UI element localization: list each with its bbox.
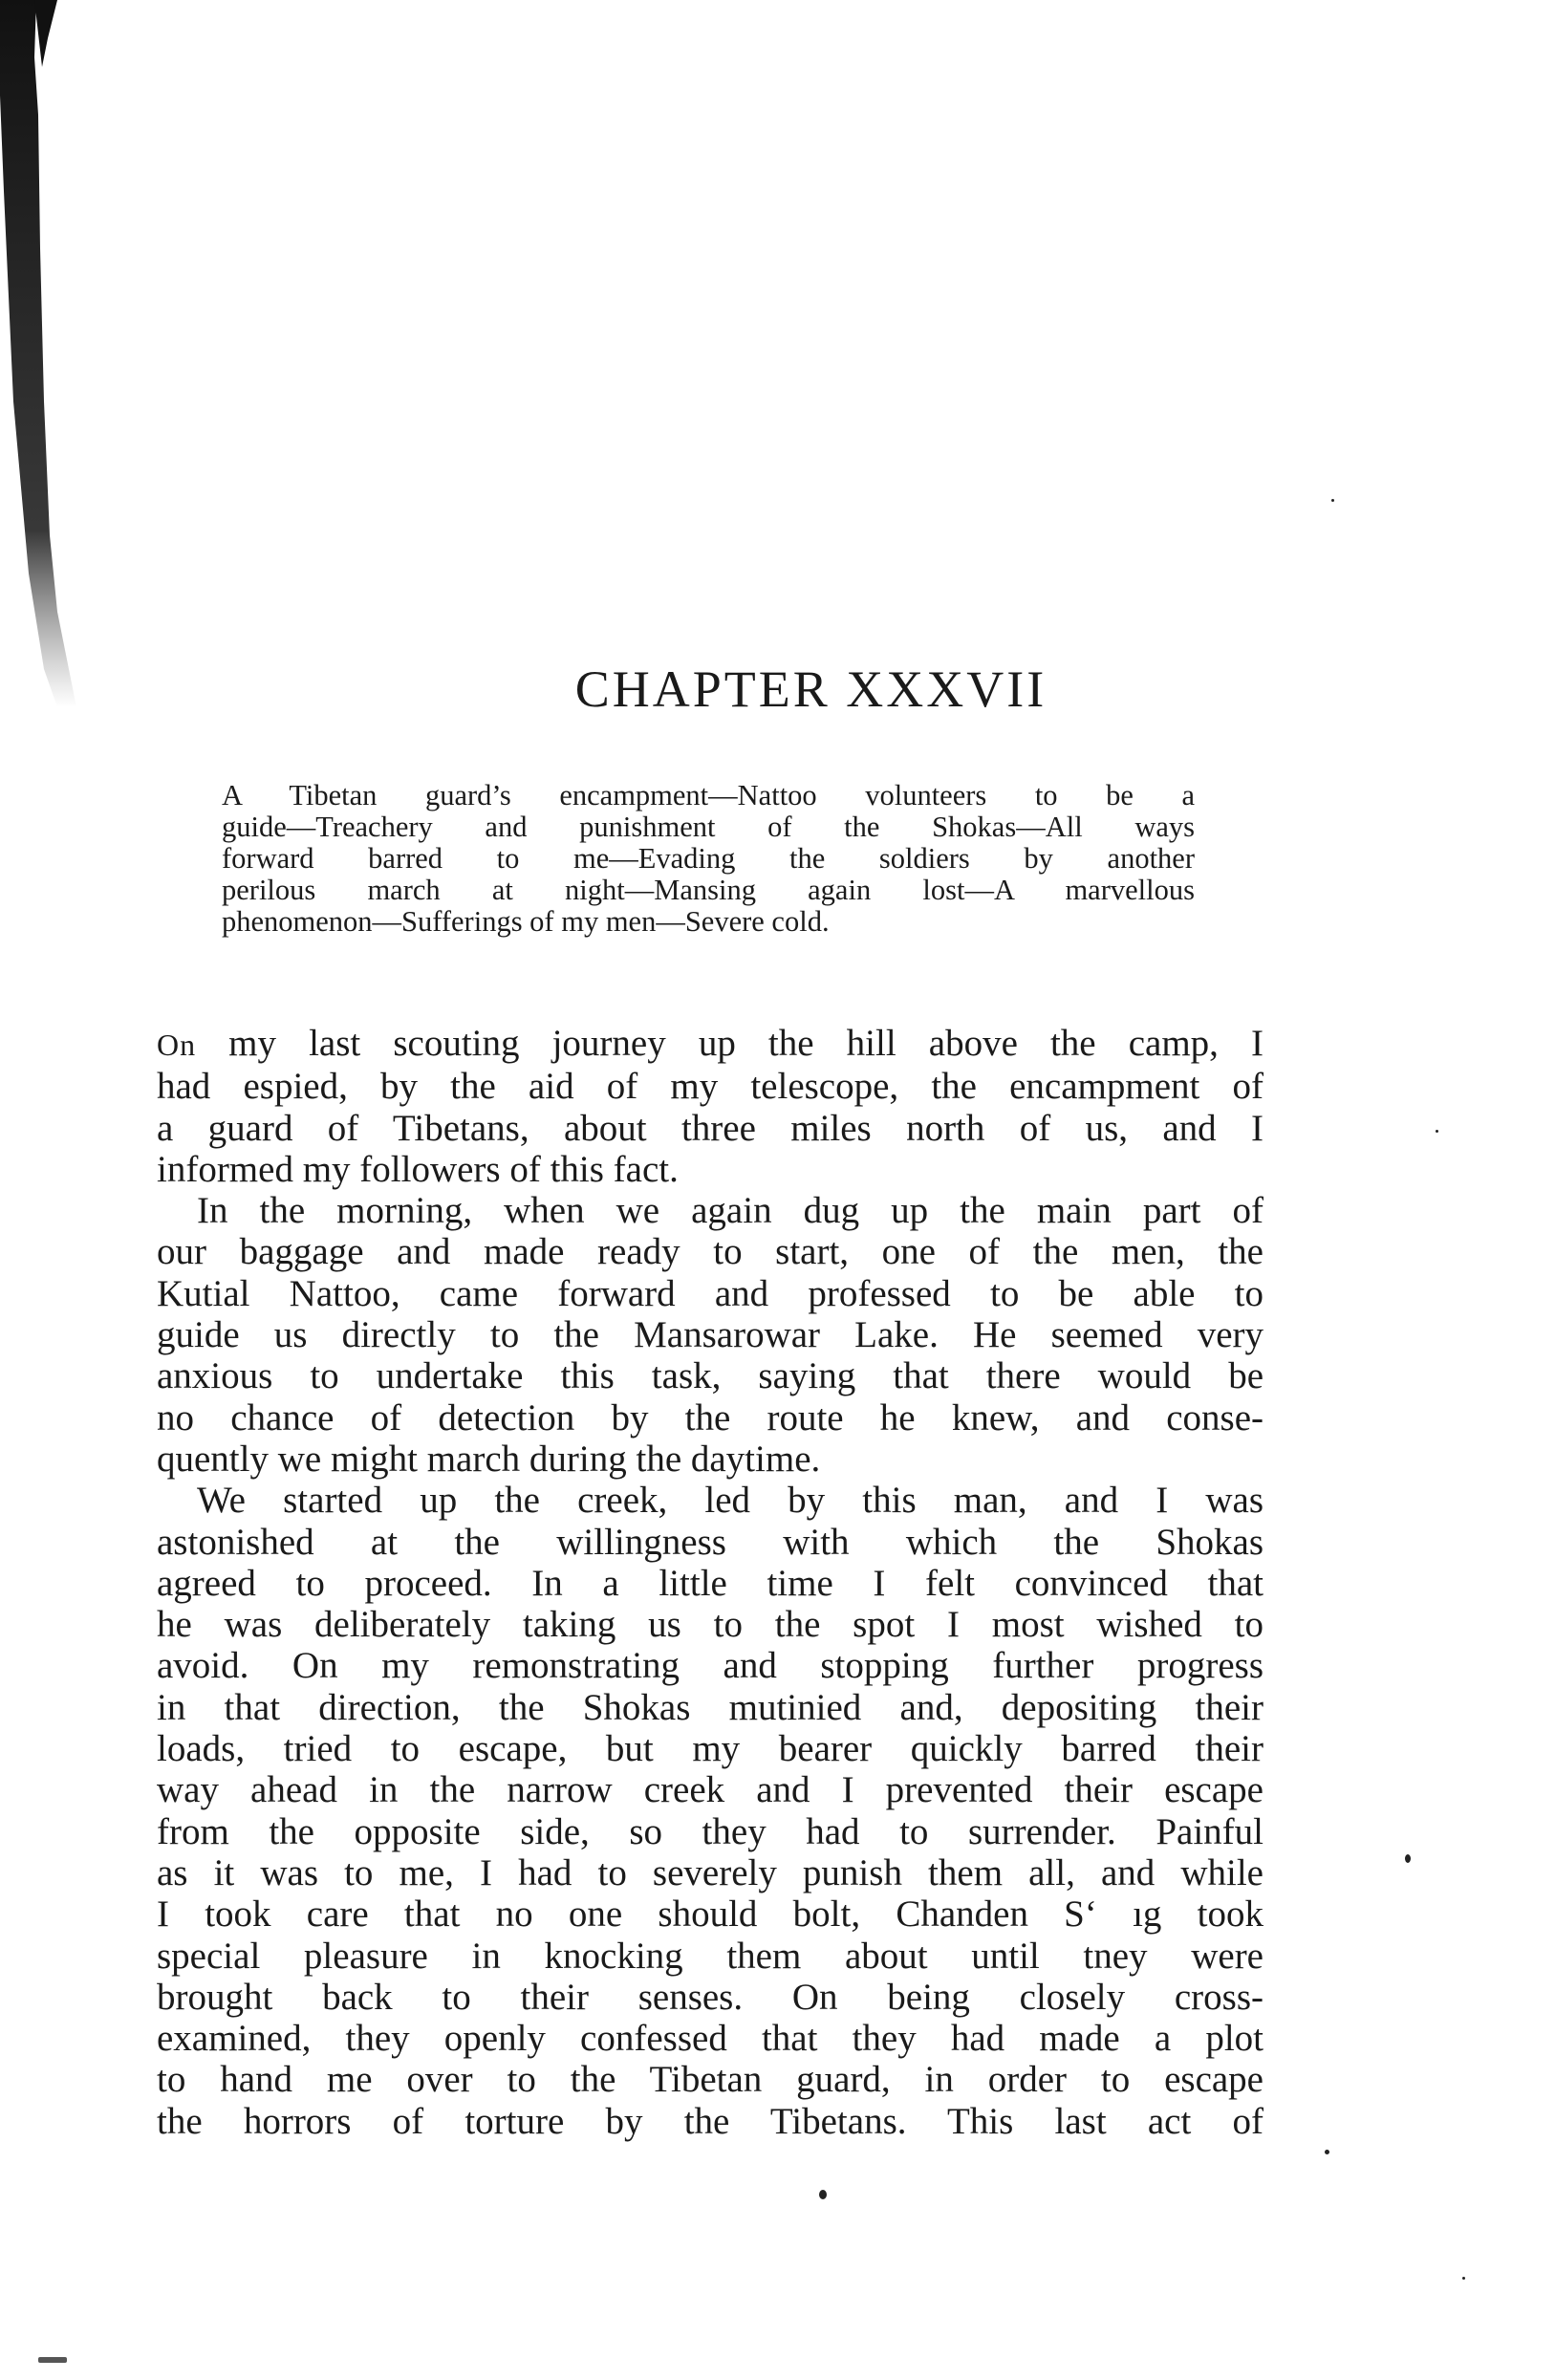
paragraph-line: In the morning, when we again dug up the main part of xyxy=(197,1190,1263,1232)
paragraph-line: informed my followers of this fact. xyxy=(157,1148,679,1190)
paragraph xyxy=(157,1480,1263,2142)
paragraph-line: guide us directly to the Mansarowar Lake. He seemed very xyxy=(157,1314,1263,1356)
synopsis-line: perilous march at night—Mansing again lost—A marvellous xyxy=(222,874,1195,906)
paragraph-line: Kutial Nattoo, came forward and professed to be able to xyxy=(157,1272,1263,1314)
paragraph-line: had espied, by the aid of my telescope, the encampment of xyxy=(157,1066,1263,1108)
paragraph-line: astonished at the willingness with which the Shokas xyxy=(157,1521,1263,1563)
paragraph-line: avoid. On my remonstrating and stopping further progress xyxy=(157,1645,1263,1687)
paragraph-line: he was deliberately taking us to the spot I most wished to xyxy=(157,1604,1263,1646)
scan-speck xyxy=(1325,2150,1329,2154)
chapter-synopsis xyxy=(222,780,1195,938)
paragraph-line: the horrors of torture by the Tibetans. This last act of xyxy=(157,2100,1263,2142)
paragraph-line xyxy=(157,1023,1263,1066)
scan-speck xyxy=(1331,499,1334,502)
synopsis-line: guide—Treachery and punishment of the Shokas—All ways xyxy=(222,811,1195,843)
paragraph-line: a guard of Tibetans, about three miles north of us, and I xyxy=(157,1107,1263,1149)
paragraph-line: special pleasure in knocking them about until tney were xyxy=(157,1935,1263,1977)
binding-shadow-decoration xyxy=(0,0,105,726)
first-line-text: my last scouting journey up the hill above the camp, I xyxy=(196,1023,1263,1064)
paragraph xyxy=(157,1190,1263,1480)
paragraph-line: examined, they openly confessed that they had made a plot xyxy=(157,2018,1263,2060)
synopsis-line: phenomenon—Sufferings of my men—Severe cold. xyxy=(222,905,830,938)
paragraph-line: We started up the creek, led by this man, and I was xyxy=(197,1480,1263,1522)
paragraph-line: loads, tried to escape, but my bearer quickly barred their xyxy=(157,1728,1263,1770)
chapter-title: CHAPTER XXXVII xyxy=(574,660,1047,718)
paragraph-line: no chance of detection by the route he knew, and conse- xyxy=(157,1396,1263,1439)
paragraph-line: as it was to me, I had to severely punish them all, and while xyxy=(157,1851,1263,1893)
paragraph-line: in that direction, the Shokas mutinied and, depositing their xyxy=(157,1686,1263,1728)
synopsis-line: forward barred to me—Evading the soldiers by another xyxy=(222,842,1195,875)
paragraph-line: to hand me over to the Tibetan guard, in order to escape xyxy=(157,2059,1263,2101)
paragraph-line: way ahead in the narrow creek and I prevented their escape xyxy=(157,1769,1263,1811)
paragraph-line: anxious to undertake this task, saying that there would be xyxy=(157,1355,1263,1397)
synopsis-line: A Tibetan guard’s encampment—Nattoo volunteers to be a xyxy=(222,779,1195,811)
scan-speck xyxy=(1436,1130,1438,1133)
paragraph-line: our baggage and made ready to start, one of the men, the xyxy=(157,1231,1263,1273)
scan-speck xyxy=(1462,2277,1465,2280)
opening-smallcaps: On xyxy=(157,1028,197,1062)
paragraph xyxy=(157,1023,1263,1190)
paragraph-line: quently we might march during the daytime. xyxy=(157,1438,821,1480)
paragraph-line: from the opposite side, so they had to surrender. Painful xyxy=(157,1810,1263,1852)
paragraph-line: I took care that no one should bolt, Chanden S‘ ıg took xyxy=(157,1893,1263,1936)
paragraph-line: agreed to proceed. In a little time I felt convinced that xyxy=(157,1562,1263,1604)
chapter-body xyxy=(157,1023,1263,2142)
scan-speck xyxy=(38,2357,67,2363)
scan-speck xyxy=(1405,1854,1411,1863)
paragraph-line: brought back to their senses. On being closely cross- xyxy=(157,1976,1263,2018)
scan-speck xyxy=(819,2190,827,2199)
